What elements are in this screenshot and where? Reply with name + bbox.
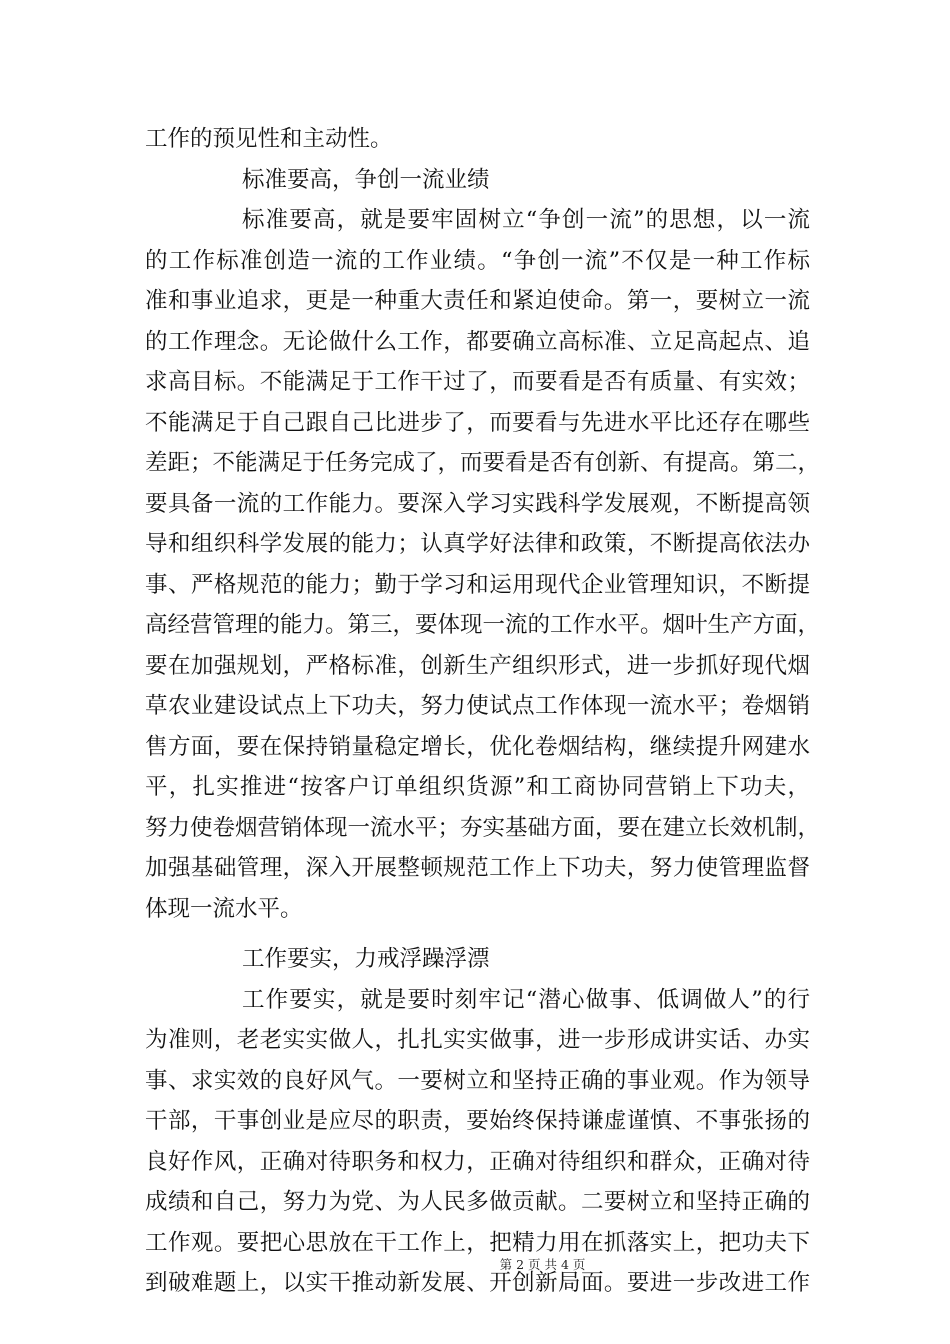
paragraph-line: 工作要实，就是要时刻牢记“潜心做事、低调做人”的行 — [242, 986, 810, 1013]
paragraph-line: 为准则，老老实实做人，扎扎实实做事，进一步形成讲实话、办实 — [145, 1027, 810, 1053]
paragraph-high-standards — [145, 200, 821, 929]
paragraph-line: 要在加强规划，严格标准，创新生产组织形式，进一步抓好现代烟 — [145, 652, 810, 679]
section-heading-high-standards: 标准要高，争创一流业绩 — [242, 166, 490, 193]
paragraph-line: 事、严格规范的能力；勤于学习和运用现代企业管理知识，不断提 — [145, 571, 810, 598]
paragraph-line: 干部，干事创业是应尽的职责，要始终保持谦虚谨慎、不事张扬的 — [145, 1108, 810, 1134]
paragraph-line: 的工作标准创造一流的工作业绩。“争创一流”不仅是一种工作标 — [145, 247, 810, 274]
page-content — [145, 119, 821, 1304]
paragraph-line: 高经营管理的能力。第三，要体现一流的工作水平。烟叶生产方面， — [145, 612, 821, 638]
paragraph-line: 要具备一流的工作能力。要深入学习实践科学发展观，不断提高领 — [145, 490, 810, 517]
paragraph-line: 努力使卷烟营销体现一流水平；夯实基础方面，要在建立长效机制， — [145, 814, 821, 841]
paragraph-line: 售方面，要在保持销量稳定增长，优化卷烟结构，继续提升网建水 — [145, 733, 810, 760]
paragraph-line: 工作的预见性和主动性。 — [145, 126, 393, 152]
paragraph-line: 导和组织科学发展的能力；认真学好法律和政策，不断提高依法办 — [145, 531, 810, 557]
paragraph-line: 成绩和自己，努力为党、为人民多做贡献。二要树立和坚持正确的 — [145, 1189, 810, 1215]
page-number-footer: 第 2 页 共 4 页 — [499, 1257, 586, 1272]
paragraph-line: 标准要高，就是要牢固树立“争创一流”的思想，以一流 — [242, 207, 810, 233]
paragraph-gap — [145, 929, 810, 939]
paragraph-line: 到破难题上，以实干推动新发展、开创新局面。要进一步改进工作 — [145, 1270, 810, 1296]
paragraph-line: 的工作理念。无论做什么工作，都要确立高标准、立足高起点、追 — [145, 328, 810, 355]
paragraph-line: 差距；不能满足于任务完成了，而要看是否有创新、有提高。第二， — [145, 450, 821, 476]
paragraph-line: 工作观。要把心思放在干工作上，把精力用在抓落实上，把功夫下 — [145, 1229, 810, 1256]
paragraph-line: 准和事业追求，更是一种重大责任和紧迫使命。第一，要树立一流 — [145, 288, 810, 314]
paragraph-line: 体现一流水平。 — [145, 895, 303, 922]
paragraph-line: 不能满足于自己跟自己比进步了，而要看与先进水平比还存在哪些 — [145, 409, 810, 436]
section-heading-practical-work: 工作要实，力戒浮躁浮漂 — [242, 946, 490, 972]
paragraph-line: 事、求实效的良好风气。一要树立和坚持正确的事业观。作为领导 — [145, 1067, 810, 1094]
paragraph-line: 草农业建设试点上下功夫，努力使试点工作体现一流水平；卷烟销 — [145, 693, 810, 719]
paragraph-line: 良好作风，正确对待职务和权力，正确对待组织和群众，正确对待 — [145, 1148, 810, 1175]
paragraph-line: 平，扎实推进“按客户订单组织货源”和工商协同营销上下功夫， — [145, 774, 810, 800]
paragraph-line: 加强基础管理，深入开展整顿规范工作上下功夫，努力使管理监督 — [145, 855, 810, 881]
paragraph-line: 求高目标。不能满足于工作干过了，而要看是否有质量、有实效； — [145, 369, 810, 395]
